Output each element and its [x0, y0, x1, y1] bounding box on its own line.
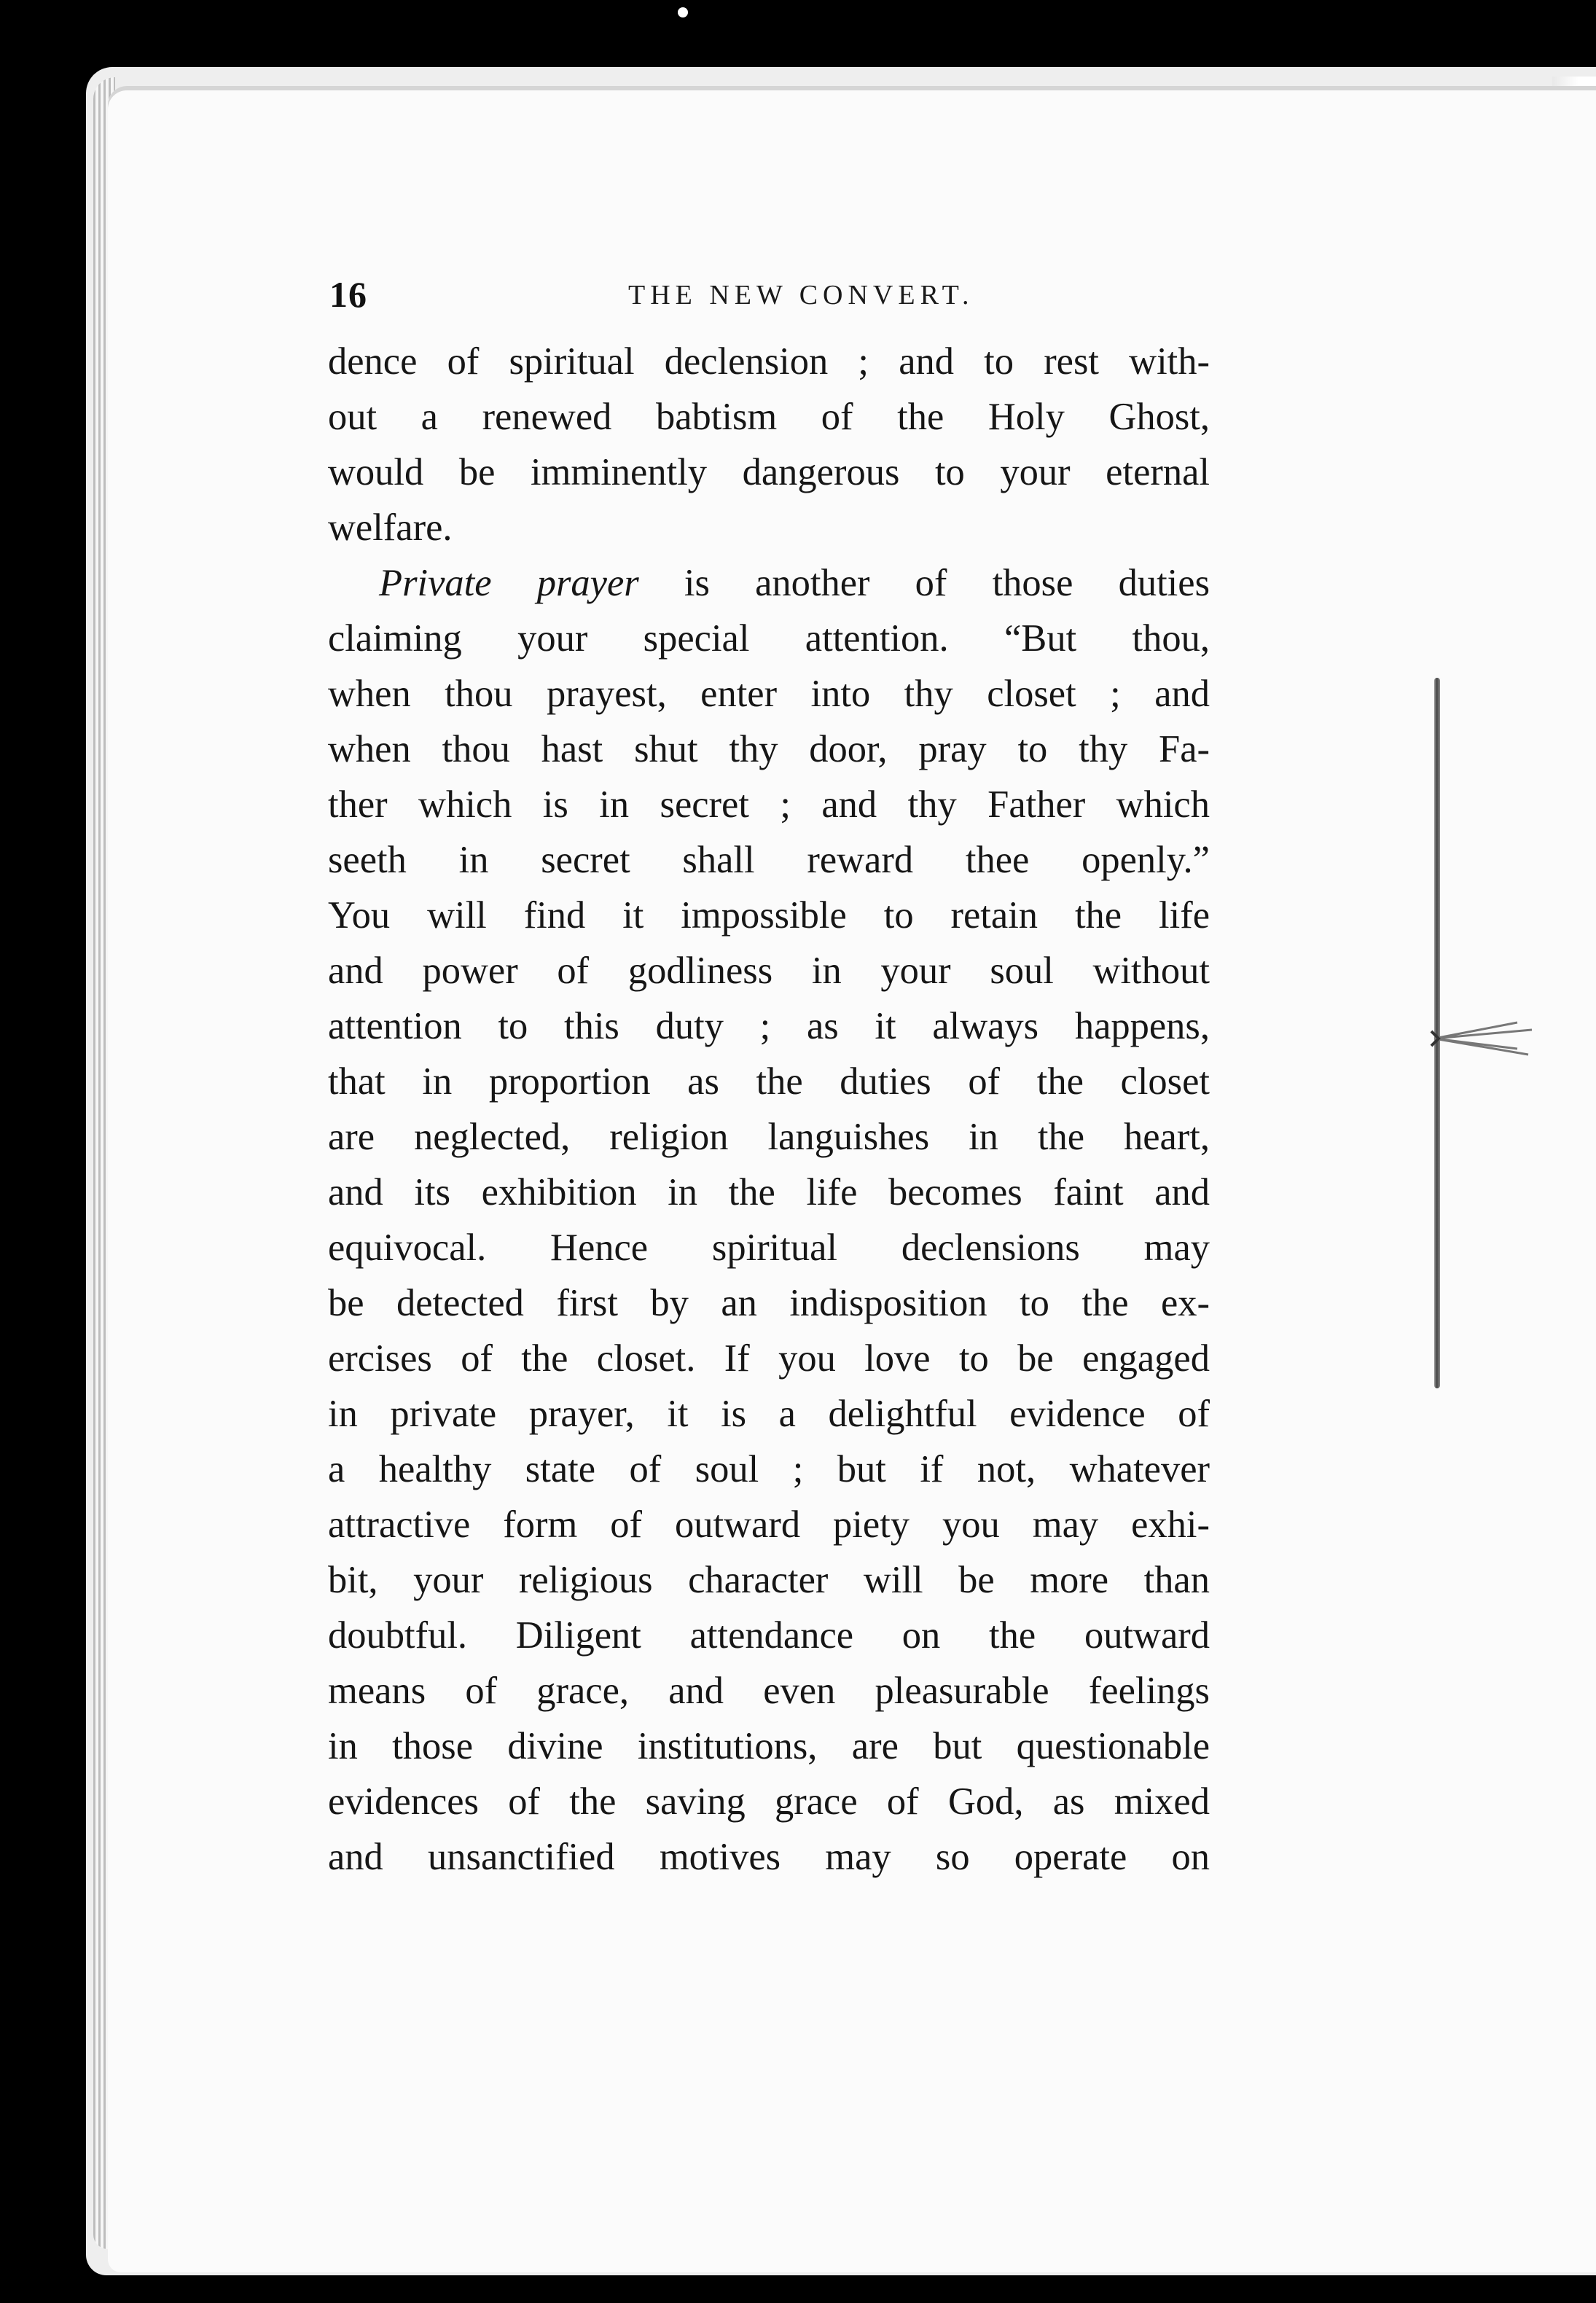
text-line: and unsanctified motives may so operate on — [328, 1836, 1210, 1878]
body-text — [328, 334, 1210, 1885]
text-line: equivocal. Hence spiritual declensions may — [328, 1227, 1210, 1269]
text-line: claiming your special attention. “But thou, — [328, 617, 1210, 660]
text-line: out a renewed babtism of the Holy Ghost, — [328, 396, 1210, 438]
text-line: evidences of the saving grace of God, as mixed — [328, 1780, 1210, 1823]
text-line: in those divine institutions, are but questionable — [328, 1725, 1210, 1767]
text-line: that in proportion as the duties of the closet — [328, 1060, 1210, 1103]
text-line: dence of spiritual declension ; and to rest with- — [328, 340, 1210, 383]
text-line: would be imminently dangerous to your eternal — [328, 451, 1210, 493]
page-number: 16 — [329, 274, 367, 315]
text-line: doubtful. Diligent attendance on the outward — [328, 1614, 1210, 1657]
running-head: THE NEW CONVERT. — [628, 280, 974, 310]
italic-lead: Private prayer — [379, 562, 639, 604]
text-line: bit, your religious character will be more than — [328, 1559, 1210, 1601]
text-line-rest: is another of those duties — [684, 562, 1210, 604]
text-line: a healthy state of soul ; but if not, whatever — [328, 1448, 1210, 1490]
text-line-paragraph-start — [328, 555, 1210, 611]
text-line: ercises of the closet. If you love to be engaged — [328, 1337, 1210, 1380]
text-line: seeth in secret shall reward thee openly.” — [328, 839, 1210, 881]
binding-thread-knot-icon — [1430, 1017, 1539, 1060]
text-line: means of grace, and even pleasurable feelings — [328, 1670, 1210, 1712]
scan-dust-mark — [678, 7, 688, 17]
text-line: attention to this duty ; as it always happens, — [328, 1005, 1210, 1047]
text-line: You will find it impossible to retain the life — [328, 894, 1210, 937]
text-line: attractive form of outward piety you may exhi- — [328, 1504, 1210, 1546]
text-line: ther which is in secret ; and thy Father which — [328, 783, 1210, 826]
text-line: welfare. — [328, 507, 453, 549]
page-header — [329, 273, 1208, 317]
text-line: when thou hast shut thy door, pray to thy Fa- — [328, 728, 1210, 770]
text-line: when thou prayest, enter into thy closet ; and — [328, 673, 1210, 715]
text-line: and its exhibition in the life becomes faint and — [328, 1171, 1210, 1213]
text-line: and power of godliness in your soul without — [328, 950, 1210, 992]
text-line: in private prayer, it is a delightful evidence of — [328, 1393, 1210, 1435]
text-line: are neglected, religion languishes in the heart, — [328, 1116, 1210, 1158]
text-line: be detected first by an indisposition to the ex- — [328, 1282, 1210, 1324]
